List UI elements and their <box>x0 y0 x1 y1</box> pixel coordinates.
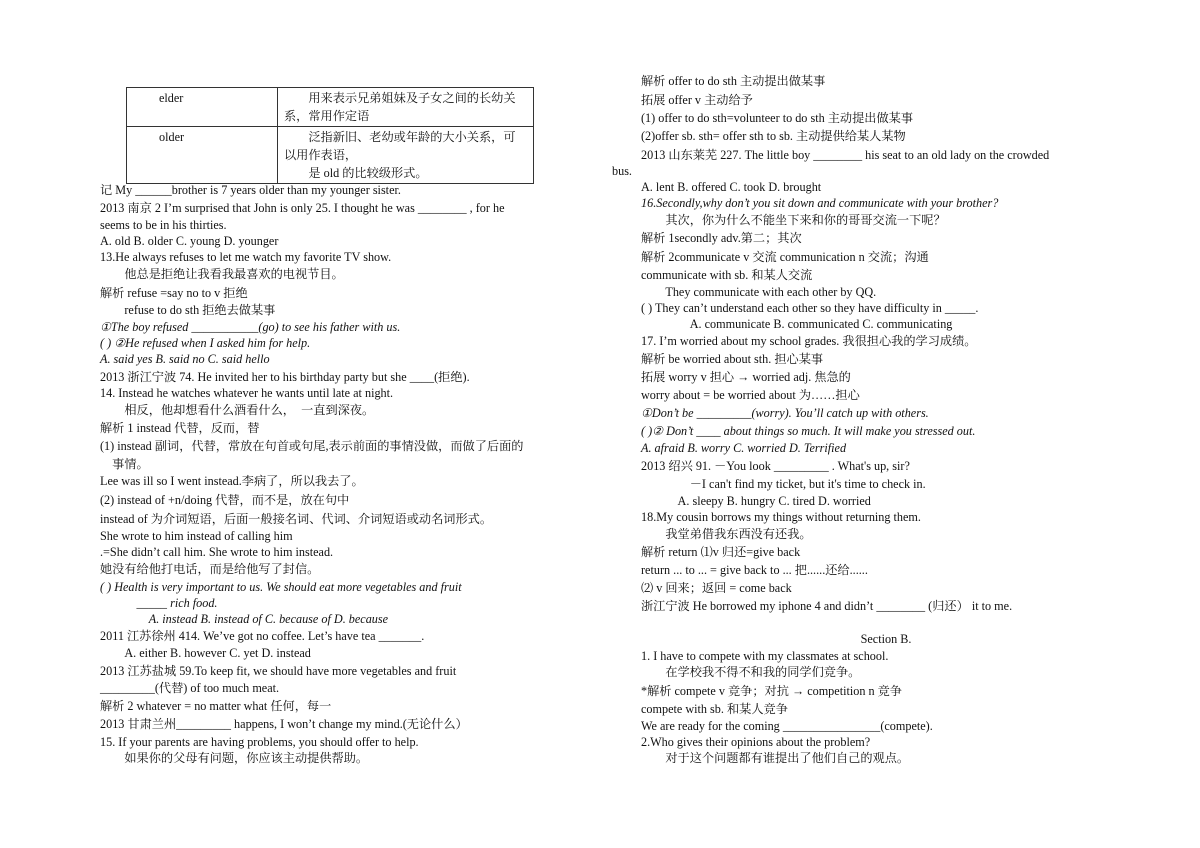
text-line: 解析 1secondly adv.第二；其次 <box>641 231 802 245</box>
text-line: 2011 江苏徐州 414. We’ve got no coffee. Let’s have tea _______. <box>100 629 425 643</box>
text-line: ①Don’t be _________(worry). You’ll catch up with others. <box>641 406 929 420</box>
text-line: 15. If your parents are having problems, you should offer to help. <box>100 735 419 749</box>
desc-line: 泛指新旧、老幼或年龄的大小关系，可 <box>284 130 516 144</box>
text-line: ①The boy refused ___________(go) to see his father with us. <box>100 320 401 334</box>
table-row <box>127 88 534 127</box>
text-line: She wrote to him instead of calling him <box>100 529 293 543</box>
text-line: －I can't find my ticket, but it's time to check in. <box>641 477 926 491</box>
text-line: 2.Who gives their opinions about the problem? <box>641 735 871 749</box>
text-line: 事情。 <box>100 457 149 471</box>
text-line: 解析 2communicate v 交流 communication n 交流；沟通 <box>641 250 929 264</box>
text-line: 2013 山东莱芜 227. The little boy ________ his seat to an old lady on the crowded <box>641 148 1050 162</box>
text-line: 如果你的父母有问题，你应该主动提供帮助。 <box>100 751 369 765</box>
text-line: instead of 为介词短语，后面一般接名词、代词、介词短语或动名词形式。 <box>100 512 493 526</box>
text-line: _________(代替) of too much meat. <box>100 681 280 695</box>
text-line: seems to be in his thirties. <box>100 218 227 232</box>
text-line: 2013 甘肃兰州_________ happens, I won’t change my mind.(无论什么） <box>100 717 468 731</box>
desc-line: 系，常用作定语 <box>284 109 370 123</box>
text-line: 解析 offer to do sth 主动提出做某事 <box>641 74 826 88</box>
table-desc <box>278 88 534 127</box>
text-line: 14. Instead he watches whatever he wants until late at night. <box>100 386 394 400</box>
text-line: 解析 be worried about sth. 担心某事 <box>641 352 824 366</box>
text-line: ( )② Don’t ____ about things so much. It will make you stressed out. <box>641 424 976 438</box>
text-line: 13.He always refuses to let me watch my favorite TV show. <box>100 250 392 264</box>
section-heading: Section B. <box>860 632 912 646</box>
text-line: 16.Secondly,why don’t you sit down and communicate with your brother? <box>641 196 999 210</box>
text-line: 解析 1 instead 代替，反而，替 <box>100 421 260 435</box>
text-line: 17. I’m worried about my school grades. 我很担心我的学习成绩。 <box>641 334 977 348</box>
text-line: 对于这个问题都有谁提出了他们自己的观点。 <box>641 751 910 765</box>
text-line: 1. I have to compete with my classmates at school. <box>641 649 889 663</box>
text-line: We are ready for the coming ________________(compete). <box>641 719 933 733</box>
text-line: refuse to do sth 拒绝去做某事 <box>100 303 276 317</box>
text-line: A. either B. however C. yet D. instead <box>100 646 311 660</box>
text-line: 拓展 offer v 主动给予 <box>641 93 753 107</box>
text-line: (2)offer sb. sth= offer sth to sb. 主动提供给某人某物 <box>641 129 906 143</box>
text-line: They communicate with each other by QQ. <box>641 285 877 299</box>
text-line: 我堂弟借我东西没有还我。 <box>641 527 812 541</box>
text-line: communicate with sb. 和某人交流 <box>641 268 813 282</box>
text-line: 2013 绍兴 91. －You look _________ . What's up, sir? <box>641 459 910 473</box>
text-line: A. lent B. offered C. took D. brought <box>641 180 822 194</box>
text-line: 解析 return ⑴v 归还=give back <box>641 545 801 559</box>
text-line: 记 My ______brother is 7 years older than my younger sister. <box>100 183 401 197</box>
text-line: 拓展 worry v 担心 → worried adj. 焦急的 <box>641 370 851 384</box>
table-word: older <box>127 127 278 184</box>
text-line: A. communicate B. communicated C. communicating <box>641 317 953 331</box>
text-line: 2013 江苏盐城 59.To keep fit, we should have more vegetables and fruit <box>100 664 457 678</box>
table-row <box>127 127 534 184</box>
text-line: bus. <box>612 164 632 178</box>
text-line: ⑵ v 回来；返回 = come back <box>641 581 792 595</box>
text-line: A. instead B. instead of C. because of D. because <box>100 612 389 626</box>
text-line: ( ) Health is very important to us. We should eat more vegetables and fruit <box>100 580 462 594</box>
text-line: (1) offer to do sth=volunteer to do sth 主动提出做某事 <box>641 111 914 125</box>
text-line: 浙江宁波 He borrowed my iphone 4 and didn’t ________ (归还） it to me. <box>641 599 1013 613</box>
text-line: A. afraid B. worry C. worried D. Terrified <box>641 441 847 455</box>
text-line: worry about = be worried about 为……担心 <box>641 388 860 402</box>
text-line: A. old B. older C. young D. younger <box>100 234 279 248</box>
comparison-table <box>126 87 534 184</box>
desc-line: 用来表示兄弟姐妹及子女之间的长幼关 <box>284 91 516 105</box>
text-line: 18.My cousin borrows my things without returning them. <box>641 510 921 524</box>
table-desc <box>278 127 534 184</box>
text-line: compete with sb. 和某人竞争 <box>641 702 788 716</box>
text-line: *解析 compete v 竞争；对抗 → competition n 竞争 <box>641 684 902 698</box>
text-line: A. sleepy B. hungry C. tired D. worried <box>641 494 871 508</box>
text-line: 她没有给他打电话，而是给他写了封信。 <box>100 562 320 576</box>
text-line: A. said yes B. said no C. said hello <box>100 352 270 366</box>
text-line: 相反，他却想看什么酒看什么， 一直到深夜。 <box>100 403 375 417</box>
desc-line: 以用作表语， <box>284 148 358 162</box>
text-line: return ... to ... = give back to ... 把......还给...... <box>641 563 868 577</box>
text-line: 解析 refuse =say no to v 拒绝 <box>100 286 248 300</box>
text-line: 解析 2 whatever = no matter what 任何，每一 <box>100 699 332 713</box>
text-line: 在学校我不得不和我的同学们竞争。 <box>641 665 861 679</box>
table-word: elder <box>127 88 278 127</box>
text-line: 2013 浙江宁波 74. He invited her to his birthday party but she ____(拒绝). <box>100 370 470 384</box>
text-line: 其次，你为什么不能坐下来和你的哥哥交流一下呢？ <box>641 213 946 227</box>
text-line: ( ) ②He refused when I asked him for help. <box>100 336 311 350</box>
text-line: ( ) They can’t understand each other so they have difficulty in _____. <box>641 301 979 315</box>
text-line: Lee was ill so I went instead.李病了，所以我去了。 <box>100 474 364 488</box>
text-line: (1) instead 副词，代替，常放在句首或句尾,表示前面的事情没做，而做了后面的 <box>100 439 524 453</box>
text-line: 2013 南京 2 I’m surprised that John is only 25. I thought he was ________ , for he <box>100 201 505 215</box>
text-line: (2) instead of +n/doing 代替，而不是，放在句中 <box>100 493 350 507</box>
text-line: _____ rich food. <box>100 596 218 610</box>
desc-line: 是 old 的比较级形式。 <box>284 166 428 180</box>
text-line: .=She didn’t call him. She wrote to him instead. <box>100 545 334 559</box>
text-line: 他总是拒绝让我看我最喜欢的电视节目。 <box>100 267 344 281</box>
